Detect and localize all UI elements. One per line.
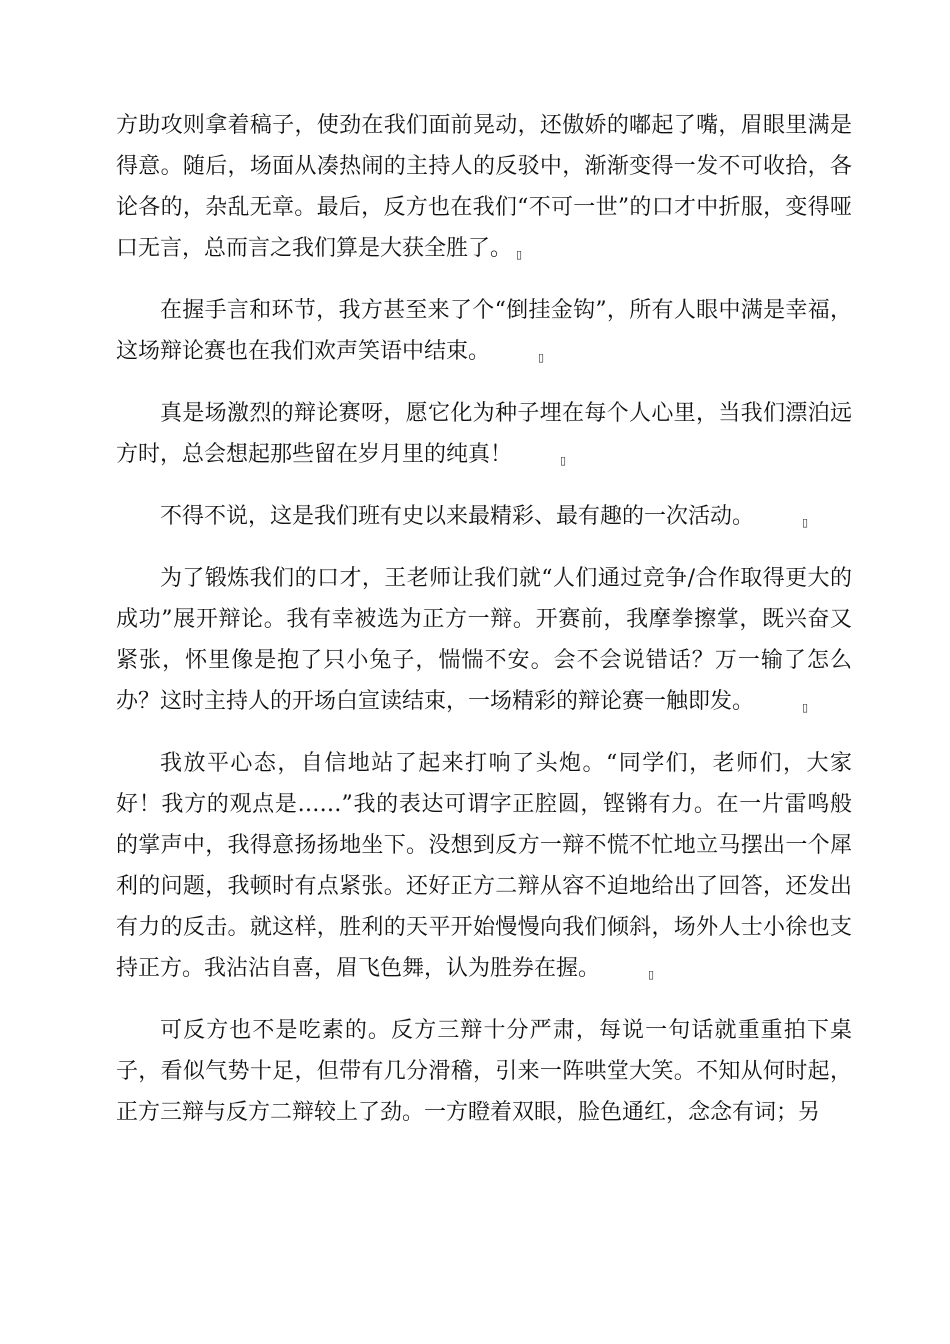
paragraph-7-text: 可反方也不是吃素的。反方三辩十分严肃，每说一句话就重重拍下桌子，看似气势十足，但带有几分滑稽，引来一阵哄堂大笑。不知从何时起，正方三辩与反方二辩较上了劲。一方瞪着双眼，脸色通红，念念有词；另: [116, 1018, 852, 1125]
paragraph-3-text: 真是场激烈的辩论赛呀，愿它化为种子埋在每个人心里，当我们漂泊远方时，总会想起那些留在岁月里的纯真！: [116, 401, 852, 467]
paragraph-3: [116, 393, 852, 475]
paragraph-4-text: 不得不说，这是我们班有史以来最精彩、最有趣的一次活动。: [160, 504, 755, 529]
paragraph-6-text: 我放平心态，自信地站了起来打响了头炮。“同学们，老师们，大家好！我方的观点是……”我的表达可谓字正腔圆，铿锵有力。在一片雷鸣般的掌声中，我得意扬扬地坐下。没想到反方一辩不慌不忙地立马摆出一个犀利的问题，我顿时有点紧张。还好正方二辩从容不迫地给出了回答，还发出有力的反击。就这样，胜利的天平开始慢慢向我们倾斜，场外人士小徐也支持正方。我沾沾自喜，眉飞色舞，认为胜券在握。: [116, 751, 852, 981]
paragraph-mark-icon: ▯: [648, 968, 655, 981]
paragraph-7: [116, 1010, 852, 1133]
paragraph-4: [116, 496, 852, 537]
paragraph-mark-icon: ▯: [516, 248, 523, 261]
paragraph-2: [116, 290, 852, 372]
paragraph-1: [116, 105, 852, 269]
document-body: [116, 105, 852, 1154]
paragraph-2-text: 在握手言和环节，我方甚至来了个“倒挂金钩”，所有人眼中满是幸福，这场辩论赛也在我们欢声笑语中结束。: [116, 298, 852, 364]
paragraph-mark-icon: ▯: [802, 701, 809, 714]
paragraph-1-text: 方助攻则拿着稿子，使劲在我们面前晃动，还傲娇的嘟起了嘴，眉眼里满是得意。随后，场面从凑热闹的主持人的反驳中，渐渐变得一发不可收拾，各论各的，杂乱无章。最后，反方也在我们“不可一世”的口才中折服，变得哑口无言，总而言之我们算是大获全胜了。: [116, 113, 852, 261]
paragraph-mark-icon: ▯: [560, 454, 567, 467]
paragraph-mark-icon: ▯: [802, 516, 809, 529]
paragraph-mark-icon: ▯: [538, 351, 545, 364]
paragraph-5-text: 为了锻炼我们的口才，王老师让我们就“人们通过竞争/合作取得更大的成功”展开辩论。我有幸被选为正方一辩。开赛前，我摩拳擦掌，既兴奋又紧张，怀里像是抱了只小兔子，惴惴不安。会不会说错话？万一输了怎么办？这时主持人的开场白宣读结束，一场精彩的辩论赛一触即发。: [116, 566, 852, 714]
paragraph-5: [116, 558, 852, 722]
paragraph-6: [116, 743, 852, 989]
